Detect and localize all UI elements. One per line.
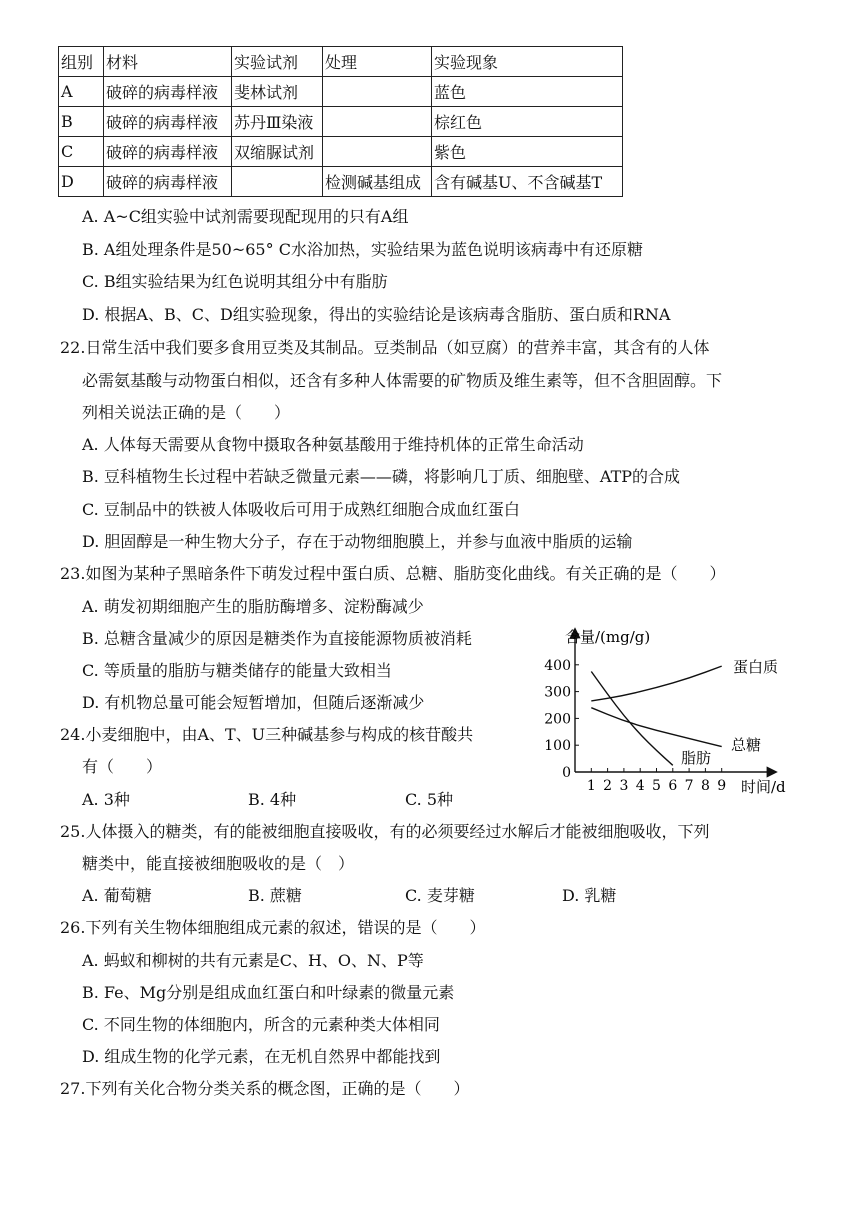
table-cell: 斐林试剂 (232, 77, 323, 107)
x-tick-label: 1 (586, 778, 596, 794)
x-tick-label: 5 (652, 778, 661, 794)
x-tick-label: 6 (668, 778, 678, 794)
header-cell: 材料 (104, 47, 232, 77)
table-cell: 破碎的病毒样液 (104, 107, 232, 137)
q25-option-d: D. 乳糖 (562, 886, 617, 905)
table-cell: C (59, 137, 104, 167)
y-tick-label: 300 (544, 684, 571, 701)
table-cell (323, 107, 432, 137)
x-tick-label: 8 (700, 778, 710, 794)
x-tick-label: 2 (603, 778, 613, 794)
table-cell: 破碎的病毒样液 (104, 167, 232, 197)
q27-stem: 27.下列有关化合物分类关系的概念图，正确的是（ ） (60, 1079, 470, 1098)
table-row (59, 167, 623, 197)
series-line-3 (591, 672, 673, 766)
q23-option-b: B. 总糖含量减少的原因是糖类作为直接能源物质被消耗 (82, 629, 472, 648)
y-tick-label: 400 (544, 657, 571, 674)
x-axis-label: 时间/d (741, 778, 786, 796)
q23-stem: 23.如图为某种子黑暗条件下萌发过程中蛋白质、总糖、脂肪变化曲线。有关正确的是（ ） (60, 564, 726, 583)
table-cell (323, 137, 432, 167)
q24-option-a: A. 3种 (82, 790, 130, 809)
table-cell: 苏丹Ⅲ染液 (232, 107, 323, 137)
q22-option-d: D. 胆固醇是一种生物大分子，存在于动物细胞膜上，并参与血液中脂质的运输 (82, 532, 633, 551)
q22-stem-line-1: 22.日常生活中我们要多食用豆类及其制品。豆类制品（如豆腐）的营养丰富，其含有的人体 (60, 338, 710, 357)
x-tick-label: 3 (619, 778, 629, 794)
table-cell: D (59, 167, 104, 197)
table-cell: B (59, 107, 104, 137)
table-cell: 棕红色 (432, 107, 623, 137)
table-header-row (59, 47, 623, 77)
q24-option-c: C. 5种 (405, 790, 454, 809)
q21-option-b: B. A组处理条件是50~65° C水浴加热，实验结果为蓝色说明该病毒中有还原糖 (82, 240, 643, 259)
table-cell: A (59, 77, 104, 107)
q25-option-c: C. 麦芽糖 (405, 886, 475, 905)
table-row (59, 77, 623, 107)
q22-option-b: B. 豆科植物生长过程中若缺乏微量元素——磷，将影响几丁质、细胞壁、ATP的合成 (82, 467, 681, 486)
nutrient-content-chart (535, 622, 810, 797)
q24-option-b: B. 4种 (248, 790, 297, 809)
q22-stem-line-3: 列相关说法正确的是（ ） (82, 403, 291, 422)
table-cell: 破碎的病毒样液 (104, 137, 232, 167)
q22-option-c: C. 豆制品中的铁被人体吸收后可用于成熟红细胞合成血红蛋白 (82, 500, 520, 519)
x-tick-label: 4 (635, 778, 645, 794)
q26-option-c: C. 不同生物的体细胞内，所含的元素种类大体相同 (82, 1015, 440, 1034)
table-cell: 蓝色 (432, 77, 623, 107)
q23-option-c: C. 等质量的脂肪与糖类储存的能量大致相当 (82, 661, 392, 680)
experiment-table (58, 46, 623, 197)
q23-option-a: A. 萌发初期细胞产生的脂肪酶增多、淀粉酶减少 (82, 597, 424, 616)
q26-stem: 26.下列有关生物体细胞组成元素的叙述，错误的是（ ） (60, 918, 486, 937)
y-tick-label: 200 (544, 711, 571, 728)
header-cell: 处理 (323, 47, 432, 77)
table-cell: 含有碱基U、不含碱基T (432, 167, 623, 197)
header-cell: 实验现象 (432, 47, 623, 77)
q21-option-a: A. A~C组实验中试剂需要现配现用的只有A组 (82, 207, 409, 226)
q22-option-a: A. 人体每天需要从食物中摄取各种氨基酸用于维持机体的正常生命活动 (82, 435, 584, 454)
q22-stem-line-2: 必需氨基酸与动物蛋白相似，还含有多种人体需要的矿物质及维生素等，但不含胆固醇。下 (82, 371, 723, 390)
table-cell (323, 77, 432, 107)
series-line-1 (591, 666, 721, 701)
table-cell: 破碎的病毒样液 (104, 77, 232, 107)
q26-option-b: B. Fe、Mg分别是组成血红蛋白和叶绿素的微量元素 (82, 983, 455, 1002)
series-label-2: 总糖 (731, 736, 762, 754)
y-axis-label: 含量/(mg/g) (565, 628, 651, 646)
series-label-1: 蛋白质 (733, 658, 779, 676)
table-cell: 检测碱基组成 (323, 167, 432, 197)
series-label-3: 脂肪 (681, 749, 712, 767)
series-line-2 (591, 708, 721, 747)
table-row (59, 137, 623, 167)
y-tick-label: 100 (544, 738, 571, 755)
table-row (59, 107, 623, 137)
q25-stem-line-2: 糖类中，能直接被细胞吸收的是（ ） (82, 854, 355, 873)
header-cell: 实验试剂 (232, 47, 323, 77)
q25-stem-line-1: 25.人体摄入的糖类，有的能被细胞直接吸收，有的必须要经过水解后才能被细胞吸收，下列 (60, 822, 710, 841)
q26-option-d: D. 组成生物的化学元素，在无机自然界中都能找到 (82, 1047, 441, 1066)
q21-option-c: C. B组实验结果为红色说明其组分中有脂肪 (82, 272, 388, 291)
x-tick-label: 7 (684, 778, 694, 794)
q26-option-a: A. 蚂蚁和柳树的共有元素是C、H、O、N、P等 (82, 951, 424, 970)
q21-option-d: D. 根据A、B、C、D组实验现象，得出的实验结论是该病毒含脂肪、蛋白质和RNA (82, 305, 671, 324)
q23-option-d: D. 有机物总量可能会短暂增加，但随后逐渐减少 (82, 693, 425, 712)
q24-stem-line-2: 有（ ） (82, 757, 163, 776)
x-tick-label: 9 (717, 778, 727, 794)
q25-option-b: B. 蔗糖 (248, 886, 302, 905)
table-cell (232, 167, 323, 197)
header-cell: 组别 (59, 47, 104, 77)
table-cell: 紫色 (432, 137, 623, 167)
table-cell: 双缩脲试剂 (232, 137, 323, 167)
y-tick-label: 0 (562, 765, 571, 781)
q25-option-a: A. 葡萄糖 (82, 886, 152, 905)
q24-stem-line-1: 24.小麦细胞中，由A、T、U三种碱基参与构成的核苷酸共 (60, 725, 474, 744)
